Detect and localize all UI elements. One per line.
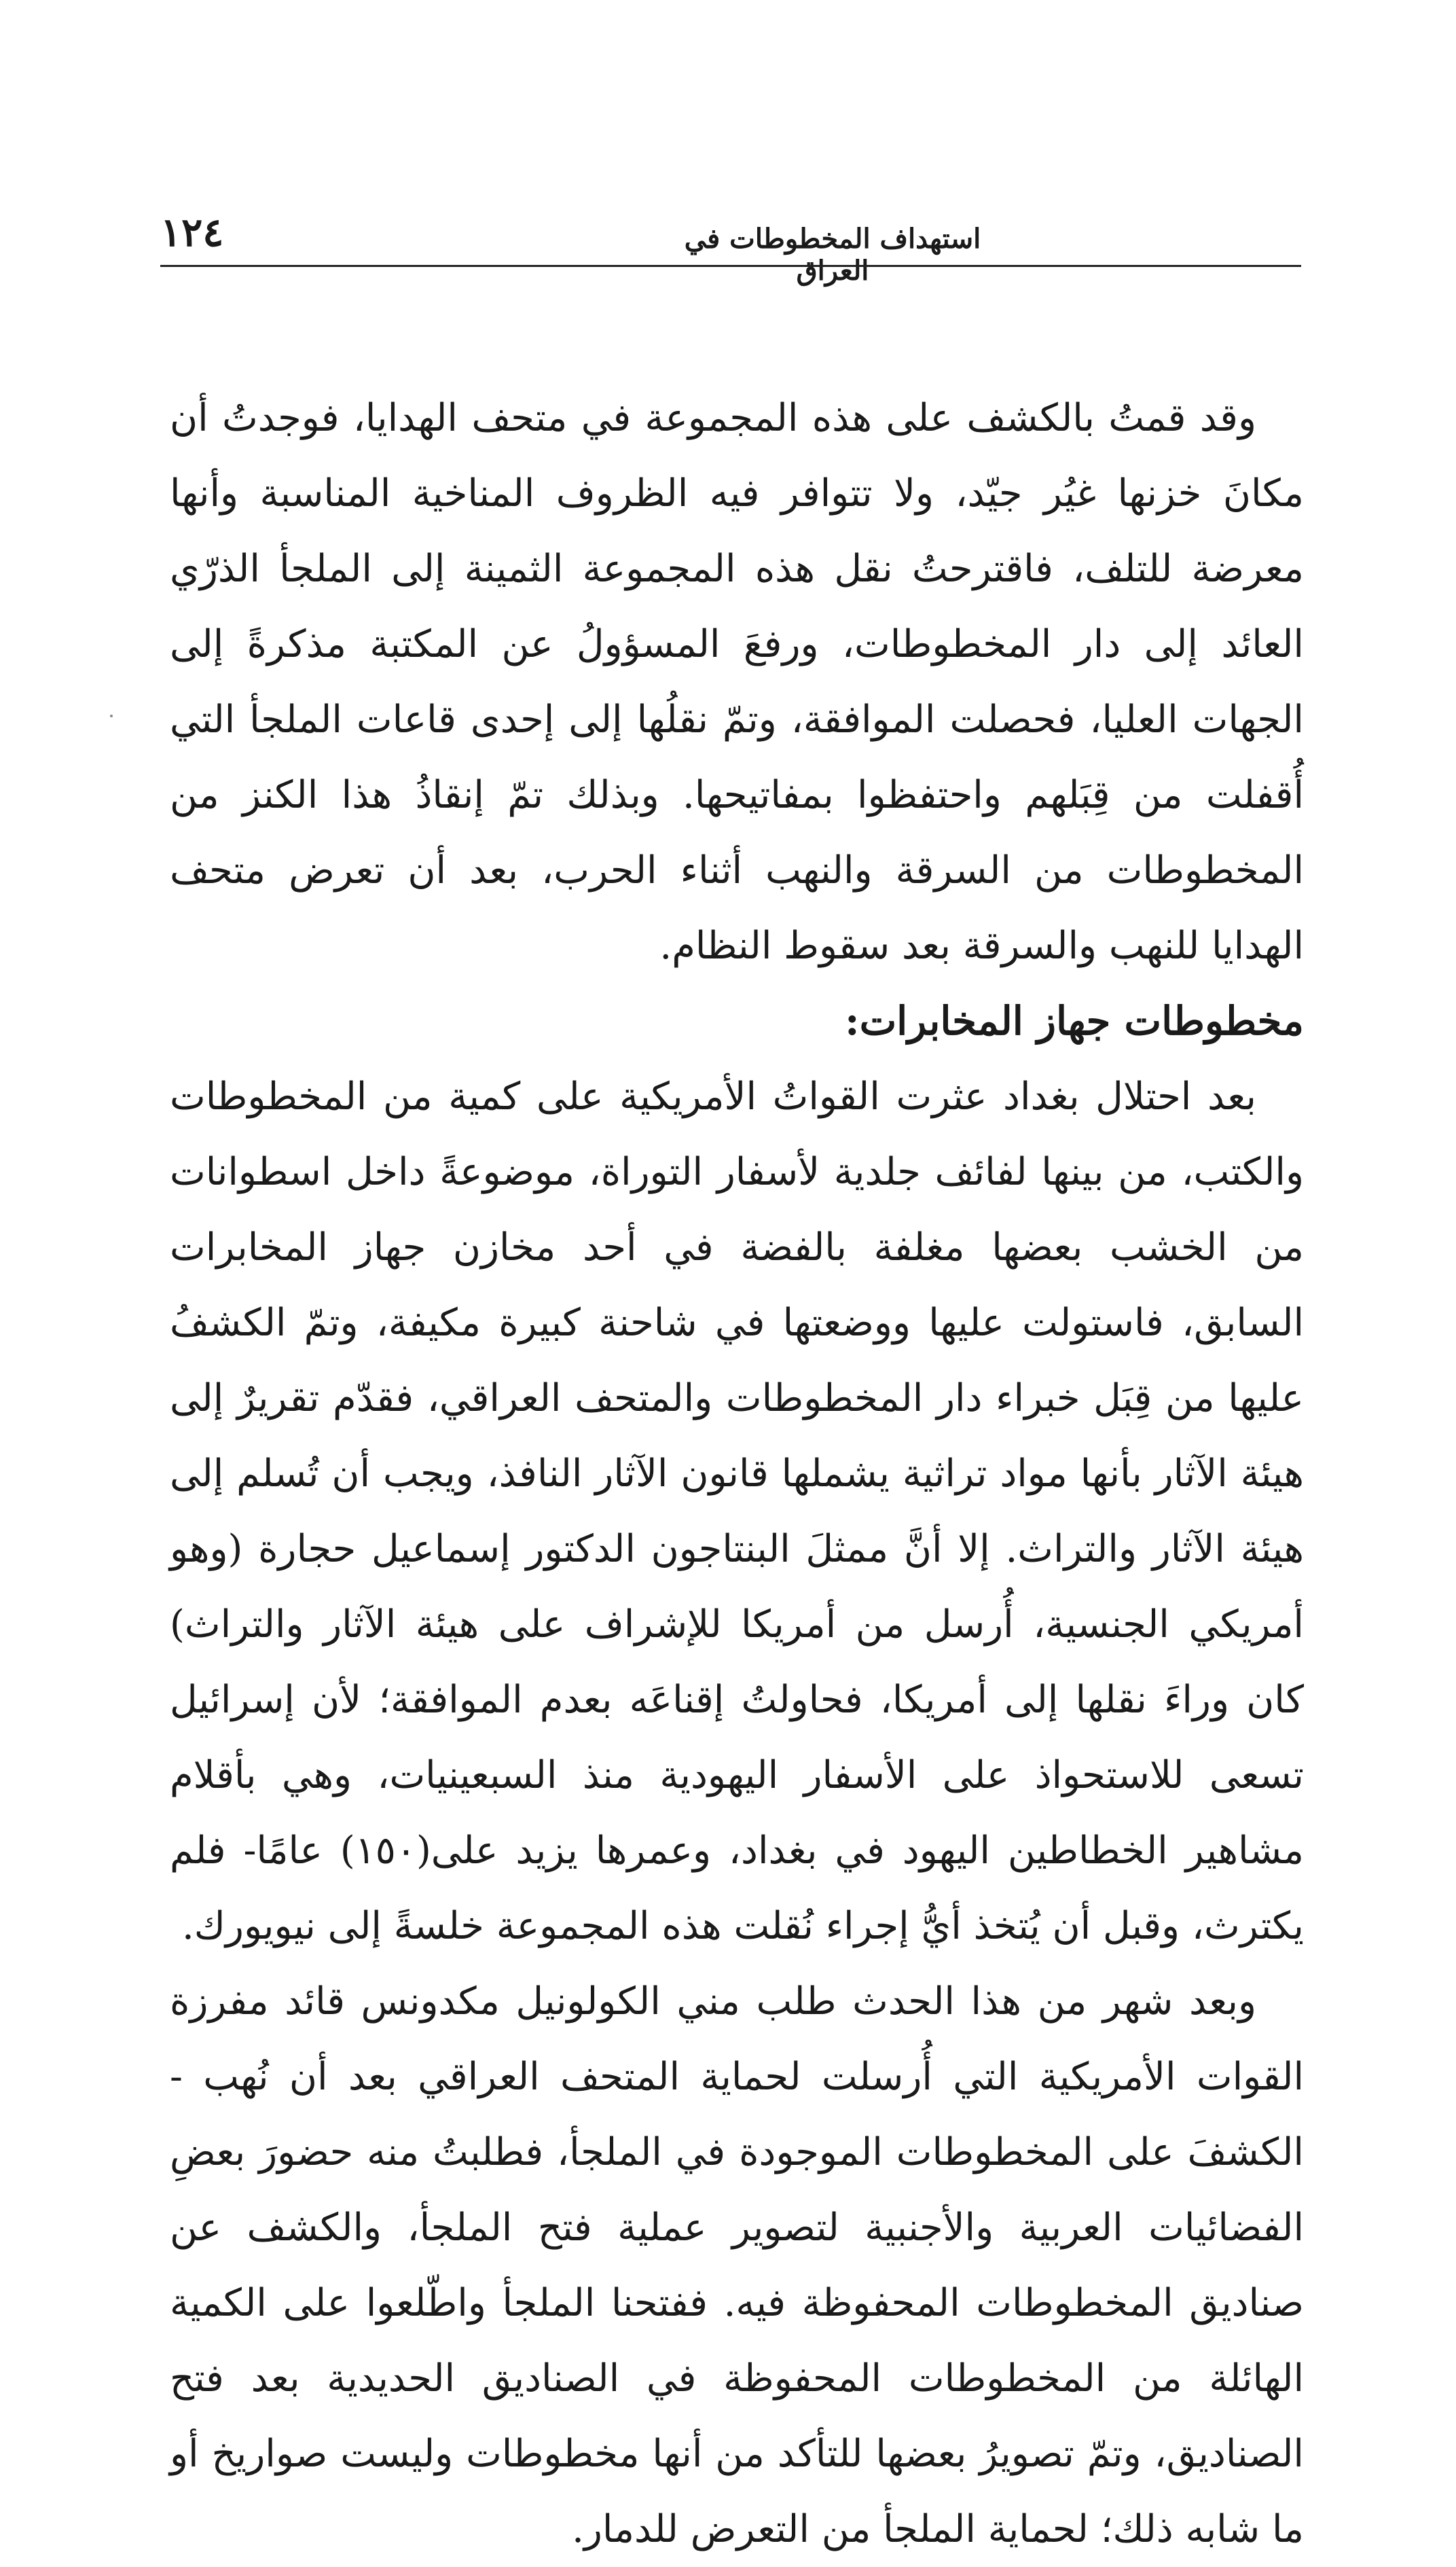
paragraph-1: وقد قمتُ بالكشف على هذه المجموعة في متحف الهدايا، فوجدتُ أن مكانَ خزنها غيُر جيّد، ولا تتوافر فيه الظروف المناخية المناسبة وأنها معرضة للتلف، فاقترحتُ نقل هذه المجموعة الثمينة إلى الملجأ الذرّي العائد إلى دار المخطوطات، ورفعَ المسؤولُ عن المكتبة مذكرةً إلى الجهات العليا، فحصلت الموافقة، وتمّ نقلُها إلى إحدى قاعات الملجأ التي أُقفلت من قِبَلهم واحتفظوا بمفاتيحها. وبذلك تمّ إنقاذُ هذا الكنز من المخطوطات من السرقة والنهب أثناء الحرب، بعد أن تعرض متحف الهدايا للنهب والسرقة بعد سقوط النظام. bbox=[170, 396, 1304, 968]
body-text bbox=[170, 380, 1304, 2567]
margin-dot bbox=[110, 715, 113, 717]
header-rule bbox=[160, 265, 1301, 267]
running-header bbox=[160, 196, 1301, 287]
running-title: استهداف المخطوطات في العراق bbox=[684, 223, 981, 287]
paragraph-3: وبعد شهر من هذا الحدث طلب مني الكولونيل مكدونس قائد مفرزة القوات الأمريكية التي أُرسلت لحماية المتحف العراقي بعد أن نُهب - الكشفَ على المخطوطات الموجودة في الملجأ، فطلبتُ منه حضورَ بعضِ الفضائيات العربية والأجنبية لتصوير عملية فتح الملجأ، والكشف عن صناديق المخطوطات المحفوظة فيه. ففتحنا الملجأ واطّلعوا على الكمية الهائلة من المخطوطات المحفوظة في الصناديق الحديدية بعد فتح الصناديق، وتمّ تصويرُ بعضها للتأكد من أنها مخطوطات وليست صواريخ أو ما شابه ذلك؛ لحماية الملجأ من التعرض للدمار. bbox=[170, 1979, 1304, 2551]
section-heading: مخطوطات جهاز المخابرات: bbox=[845, 998, 1304, 1044]
paragraph-2: بعد احتلال بغداد عثرت القواتُ الأمريكية على كمية من المخطوطات والكتب، من بينها لفائف جلدية لأسفار التوراة، موضوعةً داخل اسطوانات من الخشب بعضها مغلفة بالفضة في أحد مخازن جهاز المخابرات السابق، فاستولت عليها ووضعتها في شاحنة كبيرة مكيفة، وتمّ الكشفُ عليها من قِبَل خبراء دار المخطوطات والمتحف العراقي، فقدّم تقريرٌ إلى هيئة الآثار بأنها مواد تراثية يشملها قانون الآثار النافذ، ويجب أن تُسلم إلى هيئة الآثار والتراث. إلا أنَّ ممثلَ البنتاجون الدكتور إسماعيل حجارة (وهو أمريكي الجنسية، أُرسل من أمريكا للإشراف على هيئة الآثار والتراث) كان وراءَ نقلها إلى أمريكا، فحاولتُ إقناعَه بعدم الموافقة؛ لأن إسرائيل تسعى للاستحواذ على الأسفار اليهودية منذ السبعينيات، وهي بأقلام مشاهير الخطاطين اليهود في بغداد، وعمرها يزيد على(١٥٠) عامًا- فلم يكترث، وقبل أن يُتخذ أيُّ إجراء نُقلت هذه المجموعة خلسةً إلى نيويورك. bbox=[170, 1075, 1305, 1948]
page-number: ١٢٤ bbox=[160, 209, 224, 255]
